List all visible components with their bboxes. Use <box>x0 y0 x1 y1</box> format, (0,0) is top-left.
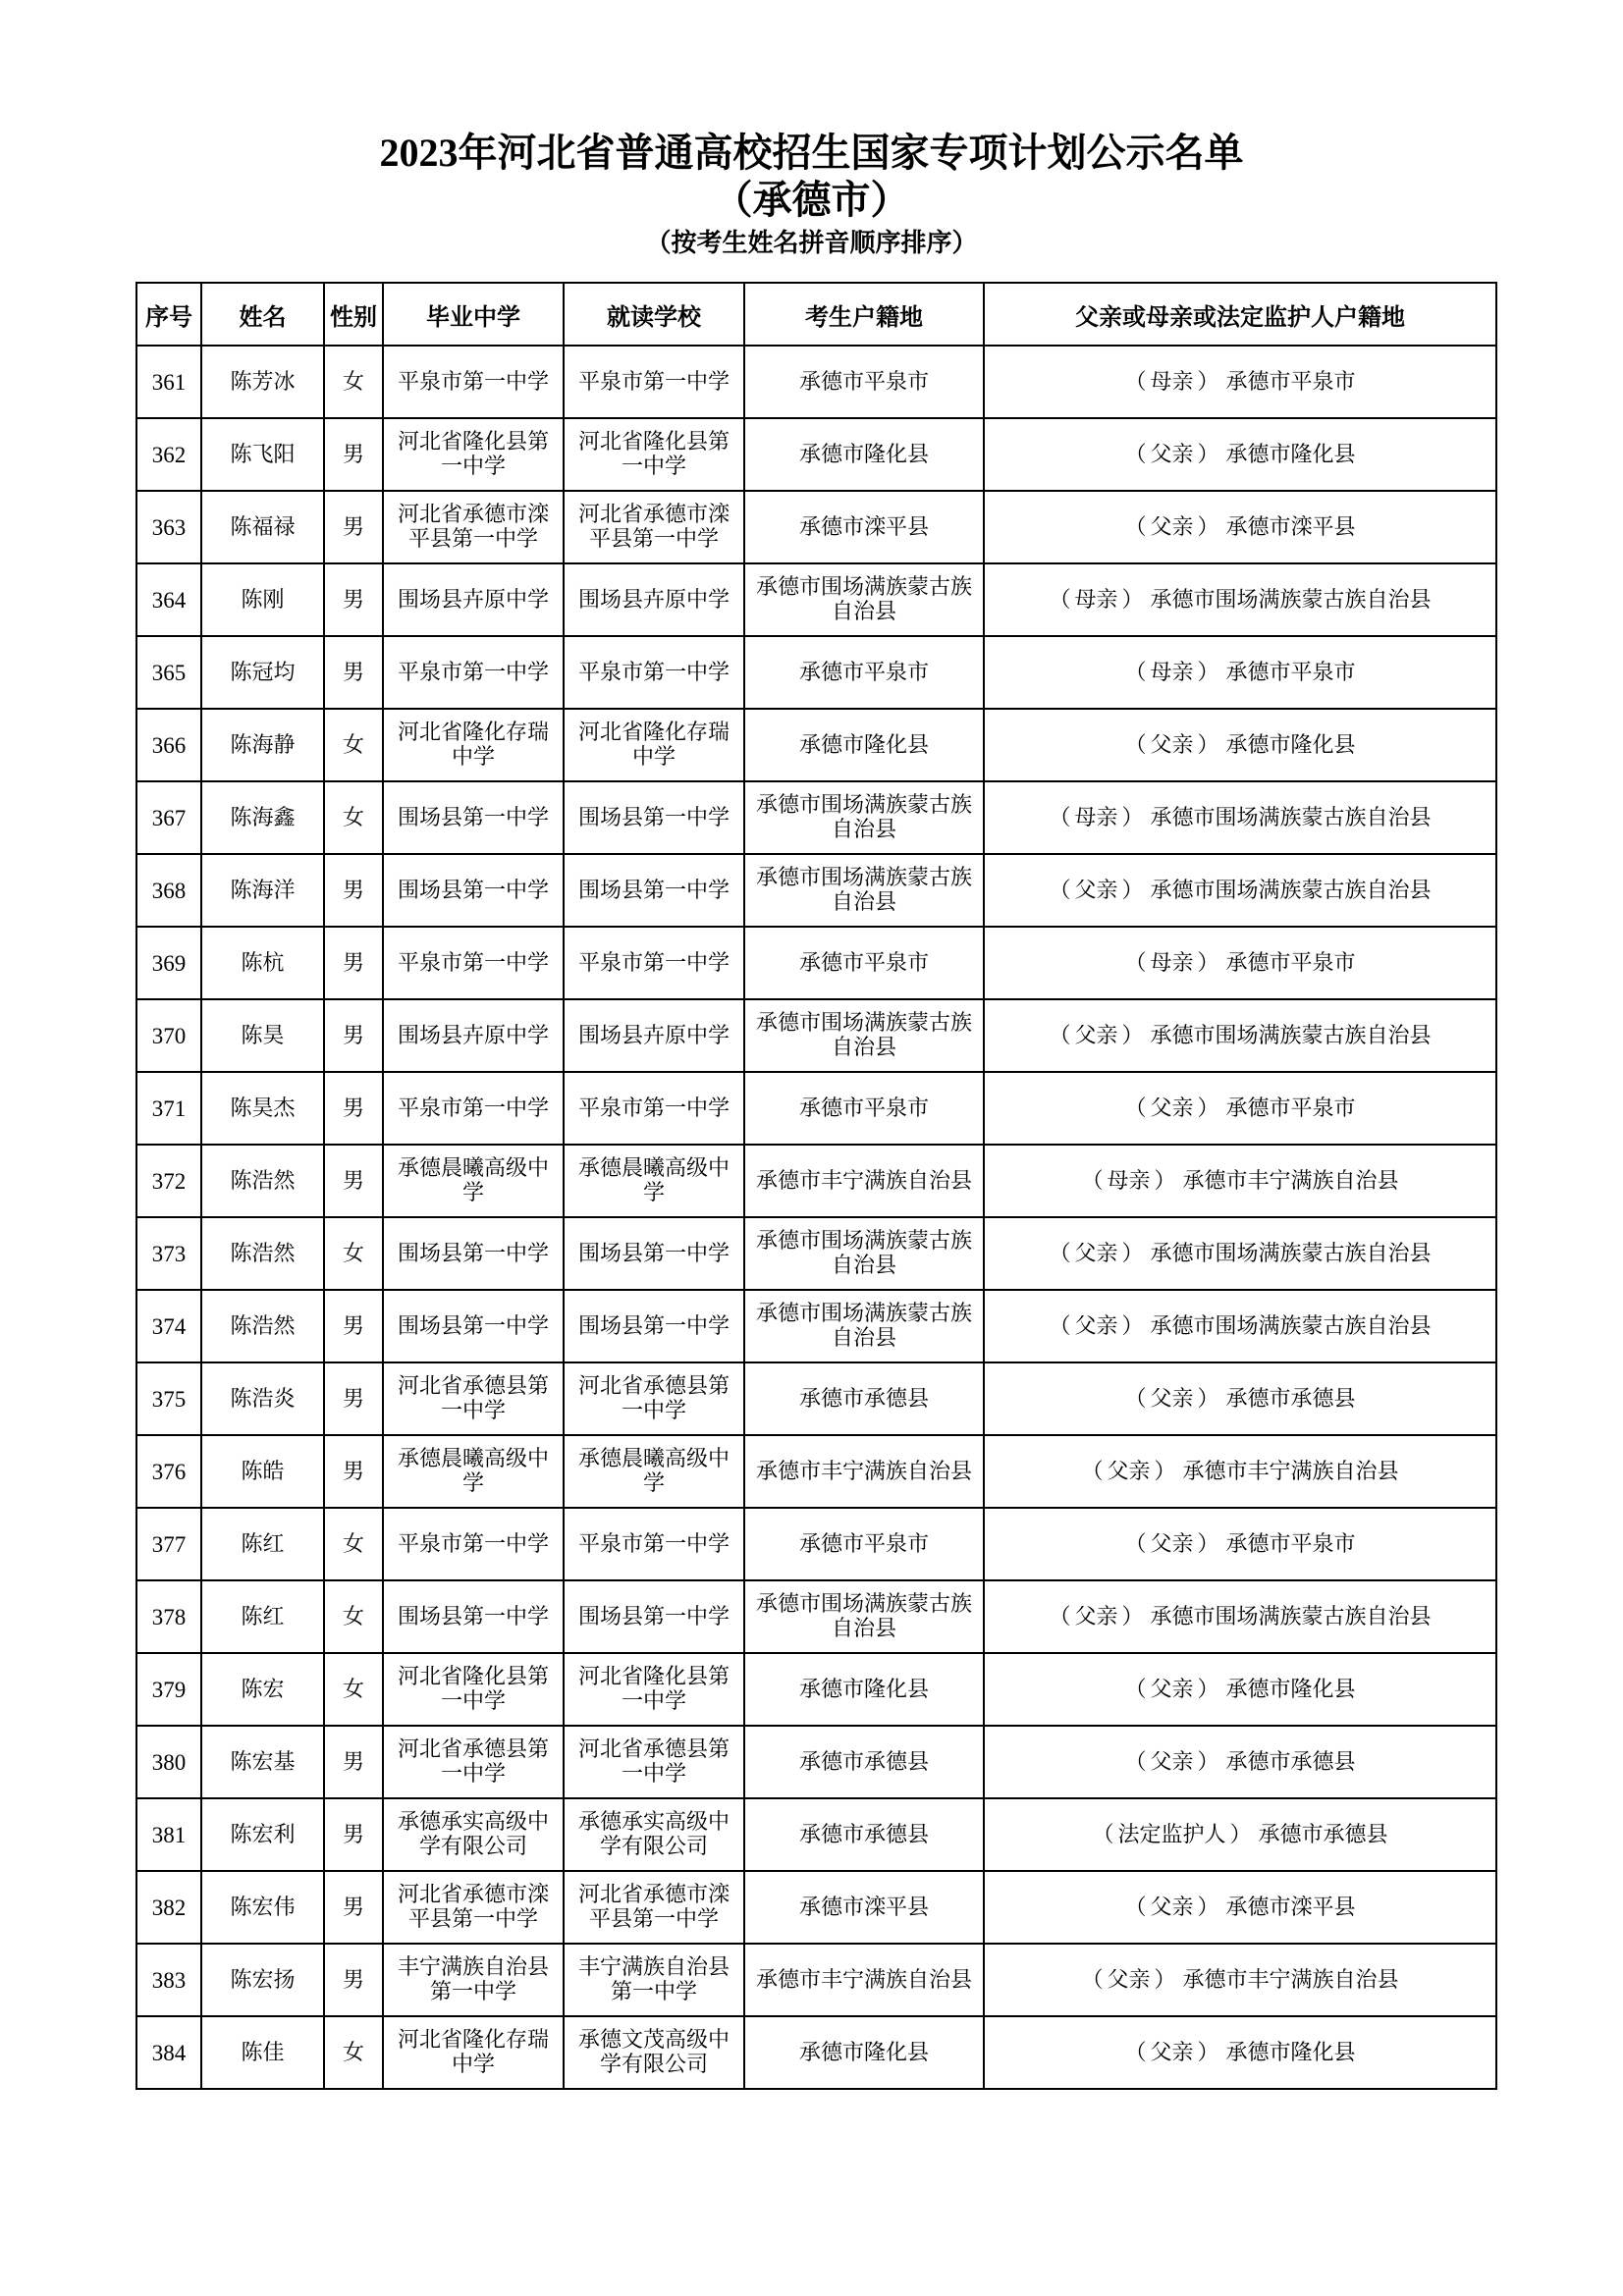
cell-hukou: 承德市平泉市 <box>744 1072 984 1145</box>
cell-seq: 378 <box>136 1580 201 1653</box>
guardian-hukou: 承德市承德县 <box>1258 1822 1388 1847</box>
cell-current-school: 承德晨曦高级中学 <box>564 1435 744 1508</box>
cell-guardian: （ 父亲 ） 承德市承德县 <box>984 1726 1496 1798</box>
guardian-relation: 父亲 <box>1150 732 1194 758</box>
cell-guardian: （ 母亲 ） 承德市平泉市 <box>984 346 1496 418</box>
cell-current-school: 河北省隆化存瑞中学 <box>564 709 744 781</box>
guardian-hukou: 承德市承德县 <box>1225 1386 1356 1412</box>
guardian-relation: 父亲 <box>1150 2040 1194 2065</box>
cell-gender: 男 <box>324 1290 383 1362</box>
cell-guardian: （ 母亲 ） 承德市丰宁满族自治县 <box>984 1145 1496 1217</box>
cell-hukou: 承德市承德县 <box>744 1798 984 1871</box>
cell-seq: 369 <box>136 927 201 999</box>
cell-guardian: （ 父亲 ） 承德市围场满族蒙古族自治县 <box>984 1580 1496 1653</box>
cell-grad-school: 围场县第一中学 <box>383 1290 564 1362</box>
guardian-relation: 父亲 <box>1074 1313 1118 1339</box>
guardian-relation: 母亲 <box>1074 805 1118 830</box>
cell-grad-school: 河北省隆化县第一中学 <box>383 1653 564 1726</box>
guardian-hukou: 承德市平泉市 <box>1225 660 1356 685</box>
table-row <box>136 1217 1496 1290</box>
cell-seq: 377 <box>136 1508 201 1580</box>
cell-seq: 368 <box>136 854 201 927</box>
cell-grad-school: 平泉市第一中学 <box>383 1072 564 1145</box>
guardian-hukou: 承德市承德县 <box>1225 1749 1356 1775</box>
document-title: 2023年河北省普通高校招生国家专项计划公示名单 <box>379 131 1244 175</box>
cell-current-school: 围场县第一中学 <box>564 1580 744 1653</box>
cell-seq: 364 <box>136 563 201 636</box>
table-row <box>136 1290 1496 1362</box>
cell-guardian: （ 父亲 ） 承德市围场满族蒙古族自治县 <box>984 854 1496 927</box>
cell-seq: 371 <box>136 1072 201 1145</box>
cell-gender: 男 <box>324 418 383 491</box>
cell-seq: 363 <box>136 491 201 563</box>
cell-seq: 375 <box>136 1362 201 1435</box>
table-row <box>136 636 1496 709</box>
cell-grad-school: 河北省承德市滦平县第一中学 <box>383 491 564 563</box>
cell-hukou: 承德市丰宁满族自治县 <box>744 1944 984 2016</box>
cell-current-school: 围场县卉原中学 <box>564 999 744 1072</box>
cell-gender: 男 <box>324 1871 383 1944</box>
cell-current-school: 河北省承德市滦平县第一中学 <box>564 1871 744 1944</box>
cell-grad-school: 围场县卉原中学 <box>383 563 564 636</box>
cell-current-school: 围场县第一中学 <box>564 1217 744 1290</box>
guardian-relation: 父亲 <box>1074 878 1118 903</box>
cell-gender: 男 <box>324 854 383 927</box>
cell-hukou: 承德市丰宁满族自治县 <box>744 1435 984 1508</box>
cell-hukou: 承德市围场满族蒙古族自治县 <box>744 999 984 1072</box>
header-grad-school: 毕业中学 <box>383 283 564 346</box>
header-gender: 性别 <box>324 283 383 346</box>
cell-current-school: 围场县第一中学 <box>564 1290 744 1362</box>
cell-grad-school: 围场县第一中学 <box>383 1217 564 1290</box>
table-row <box>136 2016 1496 2089</box>
cell-gender: 男 <box>324 1072 383 1145</box>
cell-guardian: （ 父亲 ） 承德市围场满族蒙古族自治县 <box>984 999 1496 1072</box>
cell-hukou: 承德市围场满族蒙古族自治县 <box>744 854 984 927</box>
cell-hukou: 承德市围场满族蒙古族自治县 <box>744 1290 984 1362</box>
cell-grad-school: 承德晨曦高级中学 <box>383 1145 564 1217</box>
guardian-relation: 父亲 <box>1074 1241 1118 1266</box>
guardian-hukou: 承德市丰宁满族自治县 <box>1182 1459 1399 1484</box>
table-row <box>136 1580 1496 1653</box>
cell-gender: 女 <box>324 709 383 781</box>
header-guardian-hukou: 父亲或母亲或法定监护人户籍地 <box>984 283 1496 346</box>
cell-guardian: （ 父亲 ） 承德市丰宁满族自治县 <box>984 1944 1496 2016</box>
guardian-relation: 父亲 <box>1150 1095 1194 1121</box>
cell-hukou: 承德市隆化县 <box>744 418 984 491</box>
guardian-relation: 父亲 <box>1107 1967 1151 1993</box>
cell-seq: 374 <box>136 1290 201 1362</box>
cell-gender: 女 <box>324 2016 383 2089</box>
cell-current-school: 围场县第一中学 <box>564 854 744 927</box>
cell-name: 陈浩然 <box>201 1145 324 1217</box>
cell-gender: 男 <box>324 1145 383 1217</box>
document-subtitle-city: （承德市） <box>713 178 910 222</box>
cell-name: 陈冠均 <box>201 636 324 709</box>
table-row <box>136 346 1496 418</box>
guardian-hukou: 承德市围场满族蒙古族自治县 <box>1150 805 1432 830</box>
cell-grad-school: 围场县第一中学 <box>383 854 564 927</box>
table-row <box>136 854 1496 927</box>
guardian-relation: 父亲 <box>1107 1459 1151 1484</box>
cell-current-school: 河北省隆化县第一中学 <box>564 1653 744 1726</box>
cell-grad-school: 河北省承德县第一中学 <box>383 1362 564 1435</box>
table-row <box>136 1653 1496 1726</box>
cell-current-school: 河北省隆化县第一中学 <box>564 418 744 491</box>
cell-gender: 男 <box>324 1798 383 1871</box>
cell-gender: 男 <box>324 563 383 636</box>
guardian-relation: 父亲 <box>1150 1895 1194 1920</box>
cell-current-school: 丰宁满族自治县第一中学 <box>564 1944 744 2016</box>
cell-seq: 381 <box>136 1798 201 1871</box>
guardian-hukou: 承德市平泉市 <box>1225 950 1356 976</box>
table-row <box>136 1435 1496 1508</box>
guardian-relation: 父亲 <box>1074 1023 1118 1048</box>
cell-guardian: （ 父亲 ） 承德市承德县 <box>984 1362 1496 1435</box>
cell-gender: 男 <box>324 1435 383 1508</box>
cell-seq: 383 <box>136 1944 201 2016</box>
cell-seq: 384 <box>136 2016 201 2089</box>
guardian-relation: 母亲 <box>1150 950 1194 976</box>
cell-grad-school: 河北省隆化县第一中学 <box>383 418 564 491</box>
sort-order-note: （按考生姓名拼音顺序排序） <box>645 229 978 258</box>
guardian-hukou: 承德市滦平县 <box>1225 1895 1356 1920</box>
cell-hukou: 承德市围场满族蒙古族自治县 <box>744 1217 984 1290</box>
cell-current-school: 平泉市第一中学 <box>564 927 744 999</box>
cell-grad-school: 平泉市第一中学 <box>383 1508 564 1580</box>
cell-hukou: 承德市平泉市 <box>744 346 984 418</box>
guardian-relation: 母亲 <box>1074 587 1118 613</box>
guardian-relation: 母亲 <box>1150 660 1194 685</box>
table-row <box>136 1798 1496 1871</box>
guardian-relation: 父亲 <box>1150 514 1194 540</box>
cell-hukou: 承德市平泉市 <box>744 1508 984 1580</box>
header-seq: 序号 <box>136 283 201 346</box>
cell-grad-school: 围场县卉原中学 <box>383 999 564 1072</box>
cell-grad-school: 平泉市第一中学 <box>383 927 564 999</box>
cell-guardian: （ 母亲 ） 承德市围场满族蒙古族自治县 <box>984 563 1496 636</box>
table-row <box>136 927 1496 999</box>
cell-current-school: 承德文茂高级中学有限公司 <box>564 2016 744 2089</box>
cell-hukou: 承德市平泉市 <box>744 636 984 709</box>
cell-hukou: 承德市承德县 <box>744 1726 984 1798</box>
cell-name: 陈海静 <box>201 709 324 781</box>
cell-hukou: 承德市隆化县 <box>744 1653 984 1726</box>
table-row <box>136 1871 1496 1944</box>
cell-gender: 女 <box>324 1217 383 1290</box>
cell-current-school: 河北省承德县第一中学 <box>564 1726 744 1798</box>
cell-guardian: （ 父亲 ） 承德市滦平县 <box>984 1871 1496 1944</box>
table-row <box>136 1362 1496 1435</box>
table-row <box>136 999 1496 1072</box>
cell-seq: 372 <box>136 1145 201 1217</box>
cell-grad-school: 河北省承德市滦平县第一中学 <box>383 1871 564 1944</box>
cell-name: 陈芳冰 <box>201 346 324 418</box>
cell-guardian: （ 父亲 ） 承德市围场满族蒙古族自治县 <box>984 1290 1496 1362</box>
cell-gender: 男 <box>324 1362 383 1435</box>
cell-guardian: （ 父亲 ） 承德市隆化县 <box>984 418 1496 491</box>
cell-name: 陈福禄 <box>201 491 324 563</box>
cell-seq: 382 <box>136 1871 201 1944</box>
cell-name: 陈飞阳 <box>201 418 324 491</box>
cell-name: 陈宏扬 <box>201 1944 324 2016</box>
guardian-hukou: 承德市围场满族蒙古族自治县 <box>1150 1023 1432 1048</box>
header-name: 姓名 <box>201 283 324 346</box>
cell-hukou: 承德市围场满族蒙古族自治县 <box>744 781 984 854</box>
guardian-hukou: 承德市隆化县 <box>1225 442 1356 467</box>
table-row <box>136 563 1496 636</box>
cell-guardian: （ 母亲 ） 承德市平泉市 <box>984 927 1496 999</box>
guardian-hukou: 承德市平泉市 <box>1225 369 1356 395</box>
cell-guardian: （ 父亲 ） 承德市围场满族蒙古族自治县 <box>984 1217 1496 1290</box>
cell-hukou: 承德市平泉市 <box>744 927 984 999</box>
guardian-relation: 父亲 <box>1074 1604 1118 1629</box>
guardian-hukou: 承德市围场满族蒙古族自治县 <box>1150 587 1432 613</box>
cell-seq: 367 <box>136 781 201 854</box>
cell-guardian: （ 父亲 ） 承德市隆化县 <box>984 1653 1496 1726</box>
cell-current-school: 承德承实高级中学有限公司 <box>564 1798 744 1871</box>
cell-hukou: 承德市围场满族蒙古族自治县 <box>744 1580 984 1653</box>
cell-gender: 女 <box>324 1653 383 1726</box>
cell-name: 陈杭 <box>201 927 324 999</box>
table-row <box>136 709 1496 781</box>
cell-current-school: 河北省承德市滦平县第一中学 <box>564 491 744 563</box>
cell-grad-school: 丰宁满族自治县第一中学 <box>383 1944 564 2016</box>
guardian-hukou: 承德市隆化县 <box>1225 1677 1356 1702</box>
table-row <box>136 1726 1496 1798</box>
cell-name: 陈浩然 <box>201 1217 324 1290</box>
cell-name: 陈海鑫 <box>201 781 324 854</box>
table-row <box>136 781 1496 854</box>
cell-hukou: 承德市隆化县 <box>744 709 984 781</box>
guardian-relation: 父亲 <box>1150 1386 1194 1412</box>
cell-hukou: 承德市滦平县 <box>744 1871 984 1944</box>
cell-name: 陈海洋 <box>201 854 324 927</box>
cell-guardian: （ 母亲 ） 承德市围场满族蒙古族自治县 <box>984 781 1496 854</box>
cell-seq: 380 <box>136 1726 201 1798</box>
cell-current-school: 承德晨曦高级中学 <box>564 1145 744 1217</box>
cell-current-school: 平泉市第一中学 <box>564 1508 744 1580</box>
cell-grad-school: 河北省隆化存瑞中学 <box>383 2016 564 2089</box>
cell-seq: 362 <box>136 418 201 491</box>
guardian-hukou: 承德市围场满族蒙古族自治县 <box>1150 878 1432 903</box>
guardian-hukou: 承德市围场满族蒙古族自治县 <box>1150 1241 1432 1266</box>
table-row <box>136 1508 1496 1580</box>
cell-name: 陈红 <box>201 1508 324 1580</box>
cell-grad-school: 承德承实高级中学有限公司 <box>383 1798 564 1871</box>
cell-gender: 女 <box>324 781 383 854</box>
guardian-relation: 法定监护人 <box>1117 1822 1226 1847</box>
cell-guardian: （ 母亲 ） 承德市平泉市 <box>984 636 1496 709</box>
cell-hukou: 承德市隆化县 <box>744 2016 984 2089</box>
header-hukou: 考生户籍地 <box>744 283 984 346</box>
cell-gender: 男 <box>324 491 383 563</box>
cell-name: 陈宏 <box>201 1653 324 1726</box>
cell-guardian: （ 法定监护人 ） 承德市承德县 <box>984 1798 1496 1871</box>
guardian-relation: 父亲 <box>1150 442 1194 467</box>
cell-seq: 365 <box>136 636 201 709</box>
cell-name: 陈佳 <box>201 2016 324 2089</box>
guardian-relation: 父亲 <box>1150 1531 1194 1557</box>
cell-gender: 男 <box>324 999 383 1072</box>
cell-current-school: 河北省承德县第一中学 <box>564 1362 744 1435</box>
cell-seq: 379 <box>136 1653 201 1726</box>
cell-grad-school: 围场县第一中学 <box>383 781 564 854</box>
guardian-hukou: 承德市隆化县 <box>1225 2040 1356 2065</box>
cell-gender: 男 <box>324 1944 383 2016</box>
table-row <box>136 418 1496 491</box>
guardian-relation: 父亲 <box>1150 1677 1194 1702</box>
guardian-hukou: 承德市隆化县 <box>1225 732 1356 758</box>
guardian-hukou: 承德市围场满族蒙古族自治县 <box>1150 1313 1432 1339</box>
table-row <box>136 1072 1496 1145</box>
cell-name: 陈宏伟 <box>201 1871 324 1944</box>
cell-hukou: 承德市滦平县 <box>744 491 984 563</box>
guardian-relation: 母亲 <box>1150 369 1194 395</box>
cell-name: 陈红 <box>201 1580 324 1653</box>
cell-current-school: 围场县第一中学 <box>564 781 744 854</box>
table-row <box>136 1944 1496 2016</box>
cell-guardian: （ 父亲 ） 承德市隆化县 <box>984 709 1496 781</box>
guardian-relation: 母亲 <box>1107 1168 1151 1194</box>
cell-gender: 女 <box>324 346 383 418</box>
cell-hukou: 承德市丰宁满族自治县 <box>744 1145 984 1217</box>
cell-name: 陈昊 <box>201 999 324 1072</box>
cell-seq: 366 <box>136 709 201 781</box>
cell-gender: 男 <box>324 1726 383 1798</box>
guardian-hukou: 承德市围场满族蒙古族自治县 <box>1150 1604 1432 1629</box>
cell-name: 陈刚 <box>201 563 324 636</box>
cell-name: 陈昊杰 <box>201 1072 324 1145</box>
cell-name: 陈浩然 <box>201 1290 324 1362</box>
cell-guardian: （ 父亲 ） 承德市平泉市 <box>984 1072 1496 1145</box>
cell-gender: 女 <box>324 1508 383 1580</box>
cell-hukou: 承德市承德县 <box>744 1362 984 1435</box>
cell-guardian: （ 父亲 ） 承德市滦平县 <box>984 491 1496 563</box>
header-current-school: 就读学校 <box>564 283 744 346</box>
cell-current-school: 平泉市第一中学 <box>564 346 744 418</box>
guardian-hukou: 承德市丰宁满族自治县 <box>1182 1168 1399 1194</box>
cell-guardian: （ 父亲 ） 承德市隆化县 <box>984 2016 1496 2089</box>
cell-grad-school: 围场县第一中学 <box>383 1580 564 1653</box>
cell-name: 陈宏基 <box>201 1726 324 1798</box>
guardian-hukou: 承德市平泉市 <box>1225 1531 1356 1557</box>
cell-current-school: 平泉市第一中学 <box>564 1072 744 1145</box>
cell-grad-school: 平泉市第一中学 <box>383 636 564 709</box>
cell-current-school: 围场县卉原中学 <box>564 563 744 636</box>
cell-name: 陈皓 <box>201 1435 324 1508</box>
cell-gender: 女 <box>324 1580 383 1653</box>
cell-grad-school: 平泉市第一中学 <box>383 346 564 418</box>
guardian-hukou: 承德市平泉市 <box>1225 1095 1356 1121</box>
cell-grad-school: 河北省承德县第一中学 <box>383 1726 564 1798</box>
cell-seq: 370 <box>136 999 201 1072</box>
guardian-hukou: 承德市滦平县 <box>1225 514 1356 540</box>
cell-seq: 361 <box>136 346 201 418</box>
cell-grad-school: 承德晨曦高级中学 <box>383 1435 564 1508</box>
candidate-list-table <box>135 282 1497 2090</box>
cell-grad-school: 河北省隆化存瑞中学 <box>383 709 564 781</box>
cell-guardian: （ 父亲 ） 承德市平泉市 <box>984 1508 1496 1580</box>
cell-gender: 男 <box>324 636 383 709</box>
cell-seq: 373 <box>136 1217 201 1290</box>
table-row <box>136 491 1496 563</box>
cell-seq: 376 <box>136 1435 201 1508</box>
guardian-hukou: 承德市丰宁满族自治县 <box>1182 1967 1399 1993</box>
table-header-row <box>136 283 1496 346</box>
cell-name: 陈宏利 <box>201 1798 324 1871</box>
cell-gender: 男 <box>324 927 383 999</box>
cell-current-school: 平泉市第一中学 <box>564 636 744 709</box>
cell-hukou: 承德市围场满族蒙古族自治县 <box>744 563 984 636</box>
cell-name: 陈浩炎 <box>201 1362 324 1435</box>
cell-guardian: （ 父亲 ） 承德市丰宁满族自治县 <box>984 1435 1496 1508</box>
table-row <box>136 1145 1496 1217</box>
guardian-relation: 父亲 <box>1150 1749 1194 1775</box>
